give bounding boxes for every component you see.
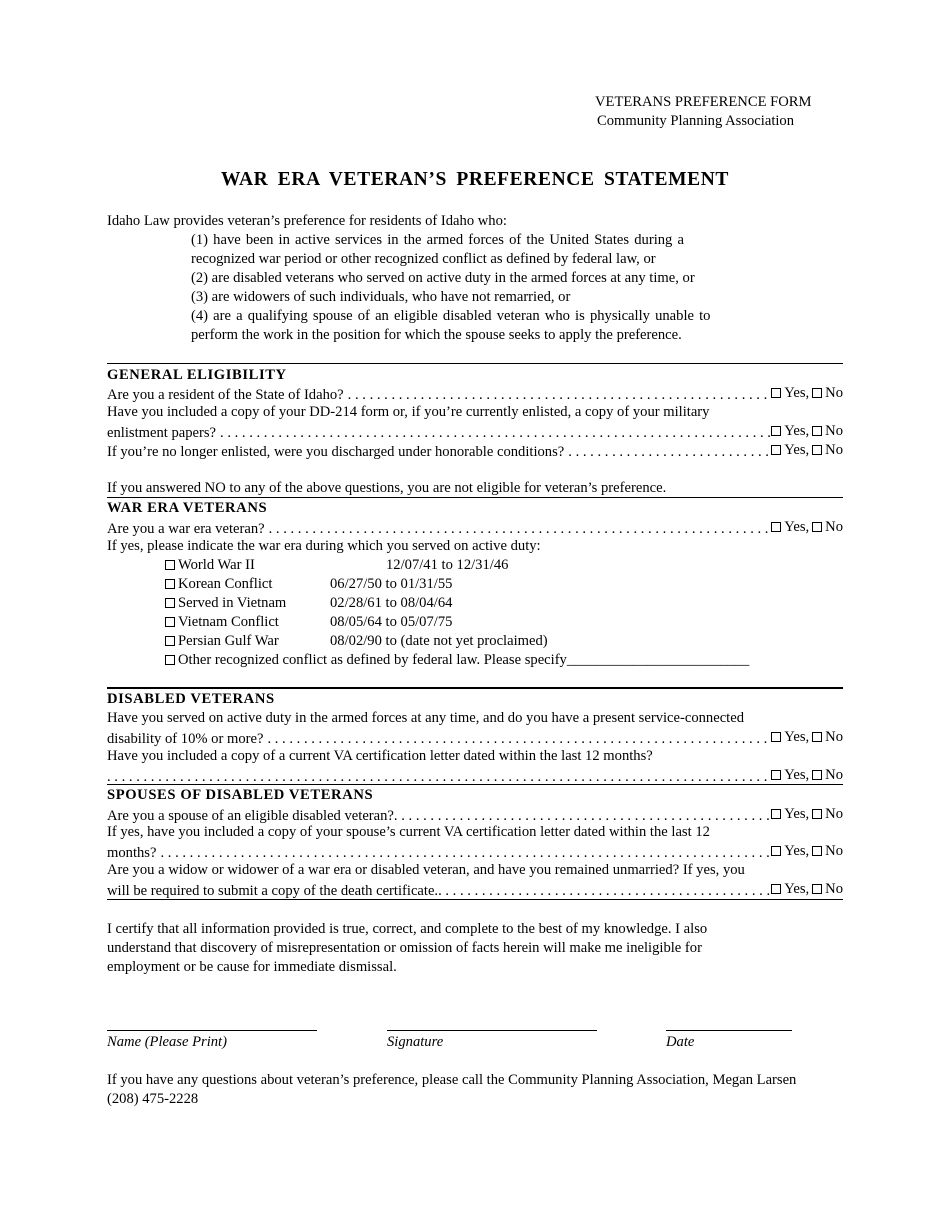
era-option-world-war-ii[interactable] [165, 556, 509, 575]
yes-label: Yes, [784, 519, 810, 535]
question-spouse-letter-text: If yes, have you included a copy of your spouse’s current VA certification letter dated within the last 12 [107, 824, 710, 840]
question-spouse-letter [107, 842, 843, 861]
no-option[interactable] [812, 766, 843, 785]
general-eligibility-heading: GENERAL ELIGIBILITY [107, 367, 287, 383]
no-label: No [825, 729, 843, 745]
question-disability-10-percent [107, 728, 843, 747]
era-option-served-in-vietnam[interactable] [165, 594, 453, 613]
signature-line[interactable] [387, 1018, 597, 1031]
organization-name: Community Planning Association [597, 113, 795, 129]
checkbox-icon[interactable] [812, 846, 822, 856]
yes-no-group [771, 805, 843, 824]
no-option[interactable] [812, 728, 843, 747]
leader-dots [216, 424, 771, 443]
yes-no-group [771, 842, 843, 861]
intro-line: (1) have been in active services in the armed forces of the United States during a [191, 232, 684, 248]
yes-option[interactable] [771, 422, 809, 441]
question-text: enlistment papers? [107, 424, 217, 441]
intro-lead: Idaho Law provides veteran’s preference for residents of Idaho who: [107, 213, 507, 229]
question-spouse-eligible [107, 805, 843, 824]
leader-dots [438, 882, 771, 901]
question-war-era-veteran [107, 518, 843, 537]
name-line[interactable] [107, 1018, 317, 1031]
question-text: If you’re no longer enlisted, were you discharged under honorable conditions? [107, 443, 565, 460]
checkbox-icon[interactable] [771, 445, 781, 455]
section-divider [107, 497, 843, 498]
question-honorable-discharge [107, 441, 843, 460]
no-option[interactable] [812, 441, 843, 460]
no-option[interactable] [812, 842, 843, 861]
leader-dots [564, 443, 771, 462]
yes-option[interactable] [771, 441, 809, 460]
yes-label: Yes, [784, 843, 810, 859]
yes-label: Yes, [784, 767, 810, 783]
eligibility-note: If you answered NO to any of the above questions, you are not eligible for veteran’s preference. [107, 480, 667, 496]
checkbox-icon[interactable] [771, 770, 781, 780]
yes-label: Yes, [784, 729, 810, 745]
checkbox-icon[interactable] [812, 426, 822, 436]
question-text: Are you a war era veteran? [107, 520, 265, 537]
question-idaho-resident [107, 384, 843, 403]
checkbox-icon[interactable] [812, 770, 822, 780]
yes-no-group [771, 384, 843, 403]
era-name: Persian Gulf War [178, 633, 279, 649]
leader-dots [265, 520, 772, 539]
era-option-other-conflict[interactable] [165, 651, 749, 670]
no-option[interactable] [812, 805, 843, 824]
question-text: Are you a spouse of an eligible disabled veteran? [107, 807, 394, 824]
era-name: Korean Conflict [178, 576, 273, 592]
intro-line: perform the work in the position for which the spouse seeks to apply the preference. [191, 327, 682, 343]
yes-option[interactable] [771, 880, 809, 899]
checkbox-icon[interactable] [771, 426, 781, 436]
question-va-letter-text: Have you included a copy of a current VA certification letter dated within the last 12 months? [107, 748, 653, 764]
yes-option[interactable] [771, 766, 809, 785]
yes-option[interactable] [771, 842, 809, 861]
war-era-prompt: If yes, please indicate the war era during which you served on active duty: [107, 538, 541, 554]
intro-line: recognized war period or other recognized conflict as defined by federal law, or [191, 251, 656, 267]
yes-no-group [771, 441, 843, 460]
yes-no-group [771, 766, 843, 785]
question-text: will be required to submit a copy of the death certificate. [107, 882, 439, 899]
leader-dots [263, 730, 771, 749]
checkbox-icon[interactable] [771, 732, 781, 742]
question-dd214 [107, 422, 843, 441]
date-line[interactable] [666, 1018, 792, 1031]
intro-line: (2) are disabled veterans who served on active duty in the armed forces at any time, or [191, 270, 695, 286]
checkbox-icon[interactable] [165, 617, 175, 627]
yes-label: Yes, [784, 442, 810, 458]
yes-option[interactable] [771, 384, 809, 403]
name-label: Name (Please Print) [107, 1034, 227, 1050]
yes-label: Yes, [784, 806, 810, 822]
signature-label: Signature [387, 1034, 444, 1050]
spouses-heading: SPOUSES OF DISABLED VETERANS [107, 787, 374, 803]
section-divider [107, 687, 843, 689]
no-label: No [825, 843, 843, 859]
yes-no-group [771, 880, 843, 899]
section-divider [107, 899, 843, 900]
era-option-korean-conflict[interactable] [165, 575, 453, 594]
checkbox-icon[interactable] [812, 522, 822, 532]
no-label: No [825, 519, 843, 535]
question-text: Are you a resident of the State of Idaho? [107, 386, 344, 403]
yes-label: Yes, [784, 881, 810, 897]
era-name: Served in Vietnam [178, 595, 287, 611]
checkbox-icon[interactable] [165, 579, 175, 589]
checkbox-icon[interactable] [771, 388, 781, 398]
checkbox-icon[interactable] [165, 636, 175, 646]
intro-line: (3) are widowers of such individuals, who have not remarried, or [191, 289, 571, 305]
checkbox-icon[interactable] [812, 445, 822, 455]
yes-no-group [771, 518, 843, 537]
checkbox-icon[interactable] [771, 809, 781, 819]
era-dates: 08/05/64 to 05/07/75 [330, 614, 453, 630]
section-divider [107, 363, 843, 364]
yes-option[interactable] [771, 518, 809, 537]
checkbox-icon[interactable] [165, 655, 175, 665]
era-dates: 08/02/90 to (date not yet proclaimed) [330, 633, 548, 649]
era-dates: 12/07/41 to 12/31/46 [386, 557, 509, 573]
disabled-veterans-heading: DISABLED VETERANS [107, 691, 275, 707]
certification-line: I certify that all information provided is true, correct, and complete to the best of my knowledge. I also [107, 921, 708, 937]
yes-option[interactable] [771, 728, 809, 747]
page-title: WAR ERA VETERAN’S PREFERENCE STATEMENT [221, 169, 729, 190]
no-option[interactable] [812, 422, 843, 441]
question-widow-text: Are you a widow or widower of a war era or disabled veteran, and have you remained unmarried? If yes, you [107, 862, 745, 878]
checkbox-icon[interactable] [812, 809, 822, 819]
checkbox-icon[interactable] [812, 884, 822, 894]
checkbox-icon[interactable] [165, 598, 175, 608]
certification-line: understand that discovery of misrepresentation or omission of facts herein will make me ineligible for [107, 940, 702, 956]
date-label: Date [666, 1034, 695, 1050]
no-option[interactable] [812, 518, 843, 537]
era-dates: 06/27/50 to 01/31/55 [330, 576, 453, 592]
yes-no-group [771, 728, 843, 747]
no-option[interactable] [812, 384, 843, 403]
yes-label: Yes, [784, 423, 810, 439]
war-era-heading: WAR ERA VETERANS [107, 500, 268, 516]
other-conflict-text: Other recognized conflict as defined by federal law. Please specify_________________________ [178, 652, 750, 668]
contact-phone: (208) 475-2228 [107, 1091, 199, 1107]
era-name: World War II [178, 557, 255, 573]
era-option-persian-gulf-war[interactable] [165, 632, 548, 651]
question-text: months? [107, 844, 157, 861]
era-dates: 02/28/61 to 08/04/64 [330, 595, 453, 611]
checkbox-icon[interactable] [812, 388, 822, 398]
certification-line: employment or be cause for immediate dismissal. [107, 959, 397, 975]
yes-label: Yes, [784, 385, 810, 401]
checkbox-icon[interactable] [812, 732, 822, 742]
yes-option[interactable] [771, 805, 809, 824]
era-name: Vietnam Conflict [178, 614, 279, 630]
question-service-connected-text: Have you served on active duty in the armed forces at any time, and do you have a present service-connected [107, 710, 745, 726]
yes-no-group [771, 422, 843, 441]
no-label: No [825, 442, 843, 458]
leader-dots [344, 386, 772, 405]
question-va-letter [107, 766, 843, 785]
intro-line: (4) are a qualifying spouse of an eligible disabled veteran who is physically unable to [191, 308, 711, 324]
question-widow [107, 880, 843, 899]
question-text: disability of 10% or more? [107, 730, 264, 747]
section-divider [107, 784, 843, 785]
no-label: No [825, 881, 843, 897]
no-label: No [825, 806, 843, 822]
era-option-vietnam-conflict[interactable] [165, 613, 453, 632]
leader-dots [156, 844, 771, 863]
no-label: No [825, 385, 843, 401]
checkbox-icon[interactable] [165, 560, 175, 570]
checkbox-icon[interactable] [771, 884, 781, 894]
form-name: VETERANS PREFERENCE FORM [595, 94, 812, 110]
checkbox-icon[interactable] [771, 846, 781, 856]
no-label: No [825, 423, 843, 439]
no-label: No [825, 767, 843, 783]
question-dd214-text: Have you included a copy of your DD-214 form or, if you’re currently enlisted, a copy of your military [107, 404, 710, 420]
no-option[interactable] [812, 880, 843, 899]
checkbox-icon[interactable] [771, 522, 781, 532]
contact-line: If you have any questions about veteran’s preference, please call the Community Planning Association, Megan Larsen [107, 1072, 797, 1088]
